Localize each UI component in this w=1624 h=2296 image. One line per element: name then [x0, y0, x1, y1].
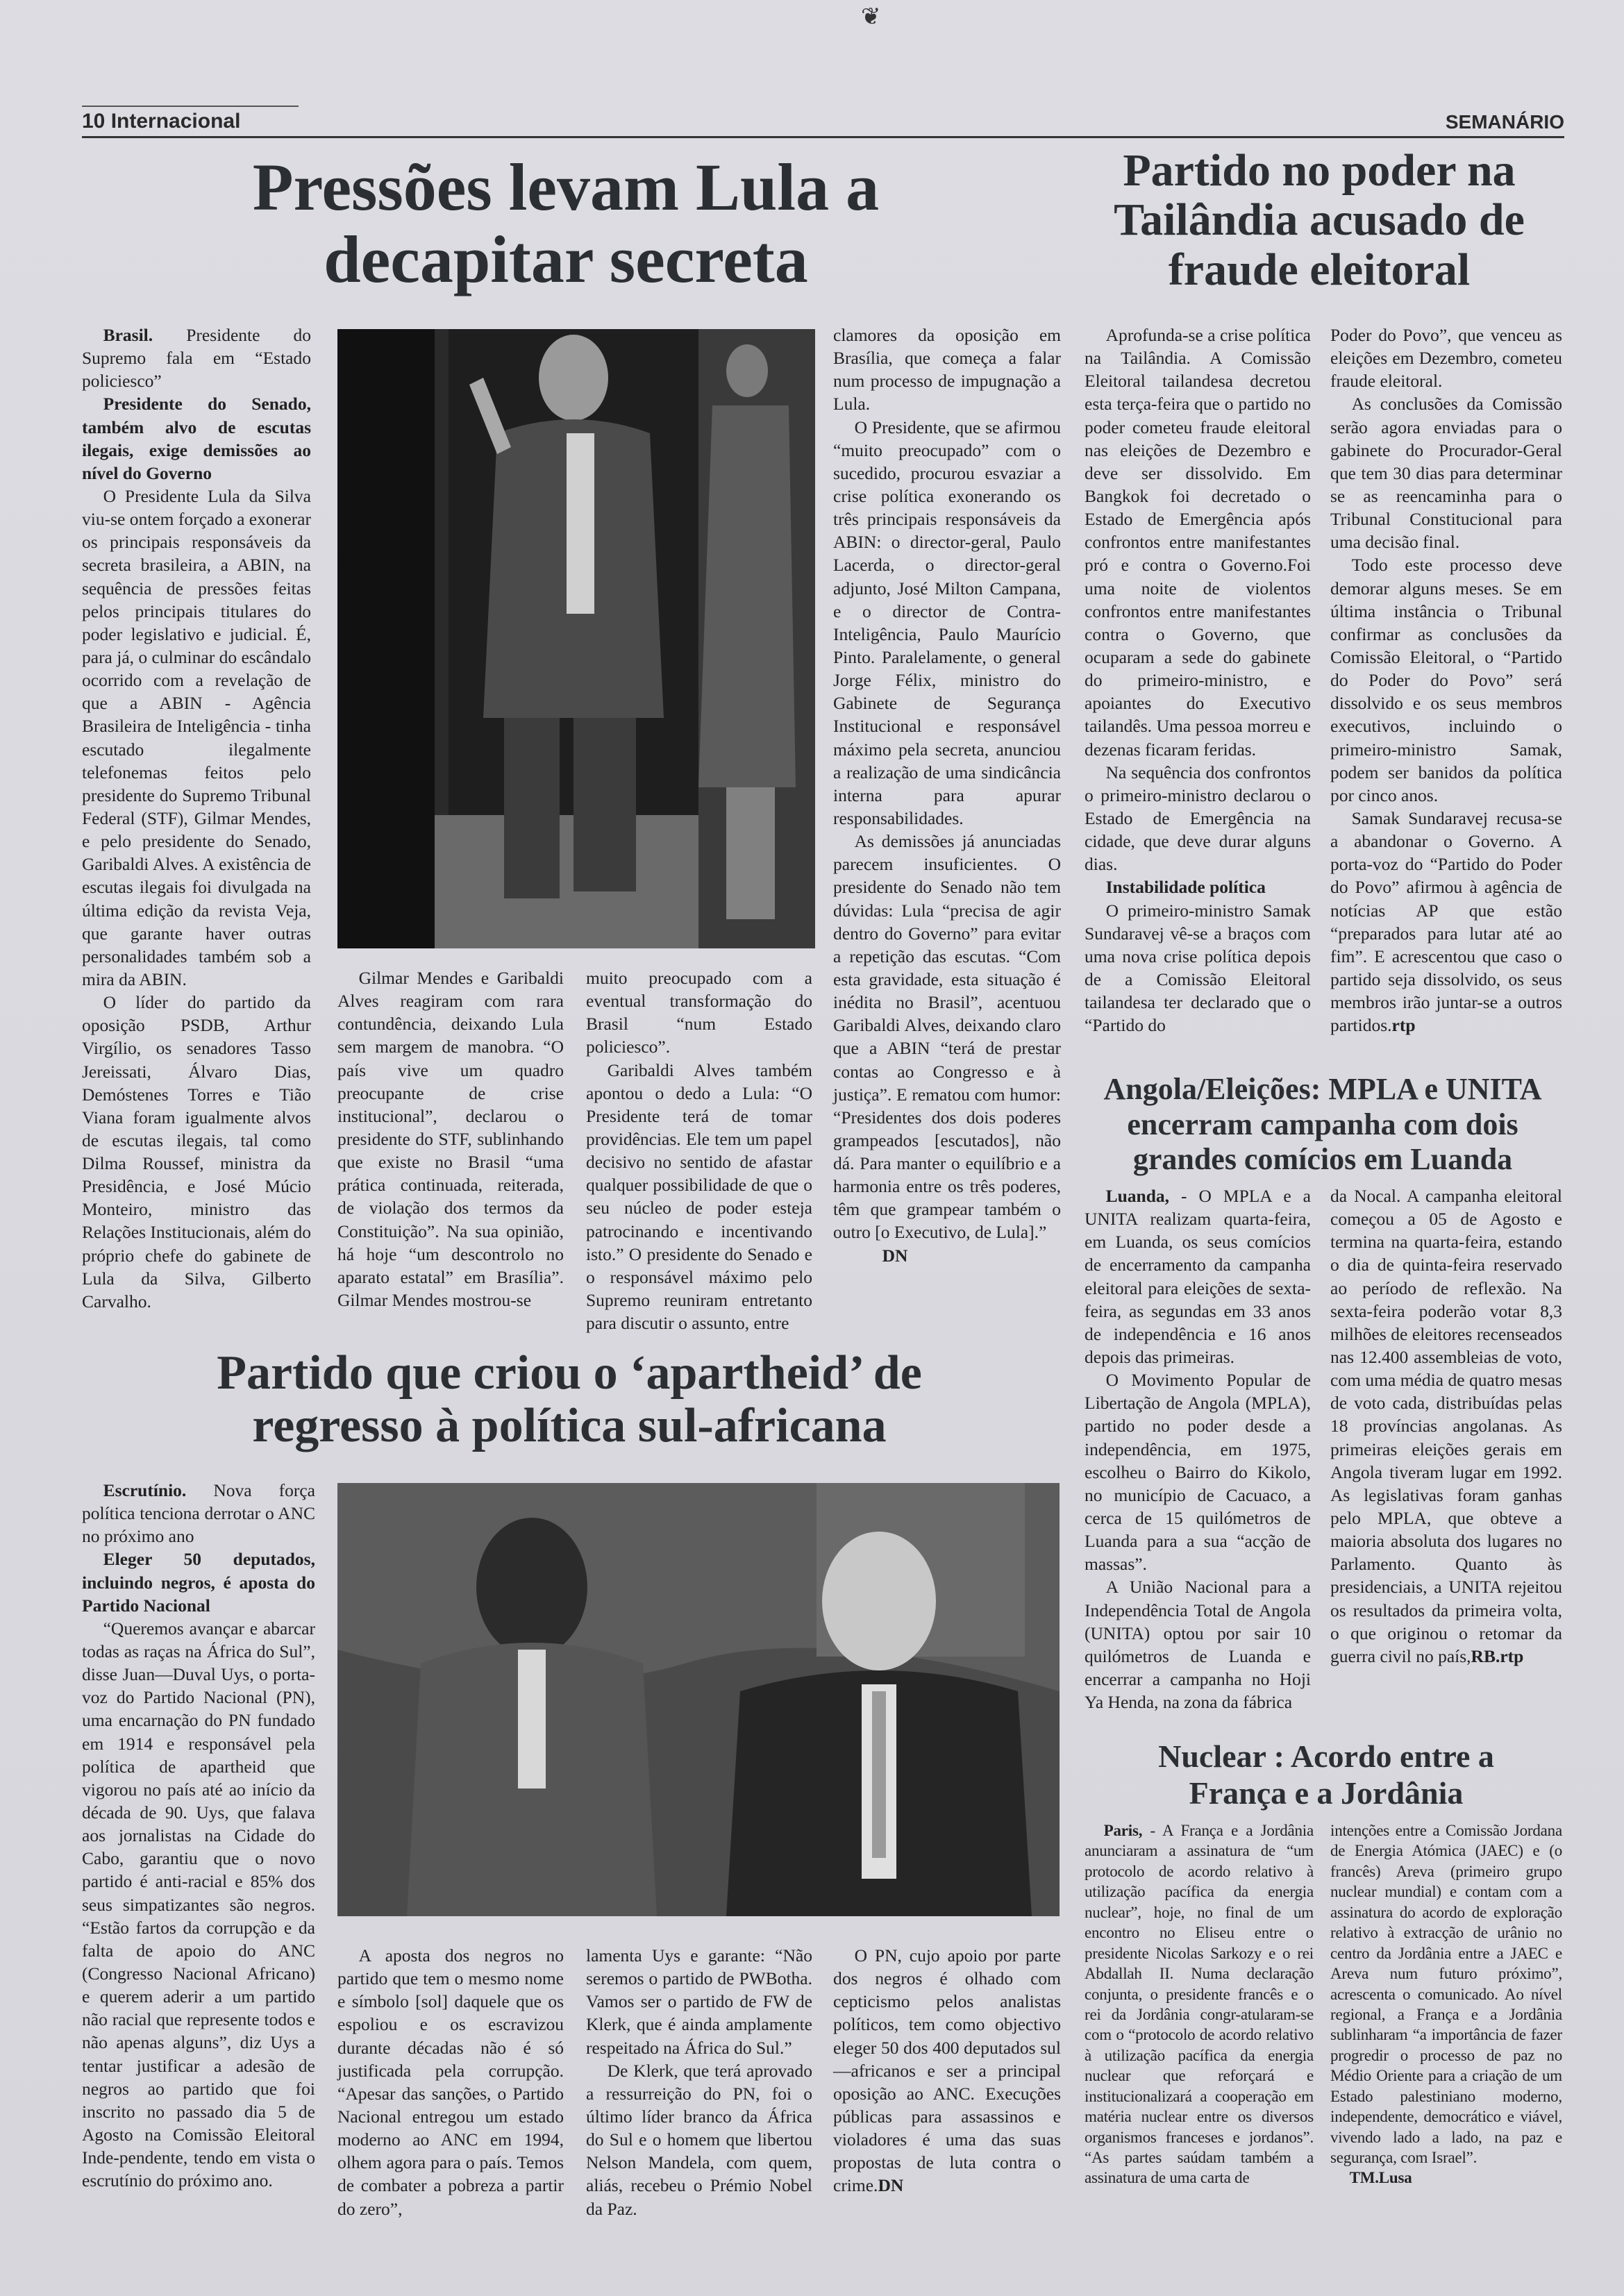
lula-col-2 [337, 966, 564, 1312]
lula-col3-p2: Garibaldi Alves também apontou o dedo a Lula: “O Presidente terá de tomar providências. Ele tem um papel decisivo no sentido de afastar qualquer possibilidade de que o seu núcleo de poder esteja patrocinando e incentivando isto.” O presidente do Senado e o responsável máximo pelo Supremo reuniram entretanto para discutir o assunto, entre [586, 1059, 812, 1334]
tailandia-col-2 [1330, 324, 1562, 1037]
nuclear-col-2 [1330, 1820, 1562, 2188]
lula-col-3 [586, 966, 812, 1334]
section-label: 10 Internacional [82, 110, 241, 133]
apartheid-col3-p1: lamenta Uys e garante: “Não seremos o partido de PWBotha. Vamos ser o partido de FW de Klerk, que é ainda amplamente respeitado na África do Sul.” [586, 1945, 812, 2058]
tailandia-headline: Partido no poder na Tailândia acusado de fraude eleitoral [1114, 145, 1525, 295]
lula-deck: Presidente do Supremo fala em “Estado policiesco” [82, 325, 311, 392]
lula-col-4 [833, 324, 1061, 1267]
nuclear-signature: TM.Lusa [1349, 2169, 1412, 2187]
lula-col3-p1: muito preocupado com a eventual transformação do Brasil “num Estado policiesco”. [586, 968, 812, 1057]
apartheid-col-3 [586, 1944, 812, 2220]
mandela-de-klerk-photo [337, 1483, 1060, 1916]
nuclear-col2-p1: intenções entre a Comissão Jordana de Energia Atómica (JAEC) e (o francês) Areva (primeiro grupo nuclear mundial) e contam com a assinatura do acordo de exploração relativo à extracção de urânio no centro da Jordânia entre a JAEC e Areva num futuro próximo”, acrescenta o comunicado. Ao nível regional, a França e a Jordânia sublinharam “a importância de fazer progredir o processo de paz no Médio Oriente para a criação de um Estado palestiniano moderno, independente, democrático e viável, vivendo lado a lado, na paz e segurança, com Israel”. [1330, 1822, 1562, 2166]
tailandia-col2-p3: Todo este processo deve demorar alguns meses. Se em última instância o Tribunal confirmar as conclusões da Comissão Eleitoral, o “Partido do Poder do Povo” será dissolvido e os seus membros executivos, incluindo o primeiro-ministro Samak, podem ser banidos da política por cinco anos. [1330, 555, 1562, 805]
angola-lead: Luanda, [1105, 1186, 1170, 1206]
lula-subdeck: Presidente do Senado, também alvo de escutas ilegais, exige demissões ao nível do Governo [82, 394, 311, 483]
apartheid-col-1 [82, 1479, 315, 2192]
tailandia-col-1 [1085, 324, 1311, 1037]
lula-col1-p2: O líder do partido da oposição PSDB, Arthur Virgílio, os senadores Tasso Jereissati, Álvaro Dias, Demóstenes Torres e Tião Viana foram igualmente alvos de escutas ilegais, tal como Dilma Roussef, ministra da Presidência, e José Múcio Monteiro, ministro das Relações Institucionais, além do próprio chefe do gabinete de Lula da Silva, Gilberto Carvalho. [82, 992, 311, 1312]
tailandia-col2-p4: Samak Sundaravej recusa-se a abandonar o Governo. A porta-voz do “Partido do Poder do Povo” afirmou à agência de notícias AP que estão “preparados para lutar até ao fim”. E acrescentou que caso o partido seja dissolvido, os seus membros irão juntar-se a outros partidos. [1330, 807, 1562, 1036]
header-top-line [82, 106, 299, 107]
tailandia-col2-p1: Poder do Povo”, que venceu as eleições em Dezembro, cometeu fraude eleitoral. [1330, 325, 1562, 392]
nuclear-lead: Paris, [1103, 1822, 1143, 1839]
lula-col-1 [82, 324, 311, 1313]
tailandia-signature: rtp [1391, 1015, 1416, 1036]
apartheid-col-4 [833, 1944, 1061, 2197]
apartheid-signature: DN [878, 2175, 904, 2196]
apartheid-col2-p1: A aposta dos negros no partido que tem o mesmo nome e símbolo [sol] daquele que os espoliou e os escravizou durante décadas não é só justificada pela corrupção. “Apesar das sanções, o Partido Nacional entregou um estado moderno ao ANC em 1994, olhem agora para o país. Temos de combater a pobreza a partir do zero”, [337, 1945, 564, 2219]
tailandia-col1-p1: Aprofunda-se a crise política na Tailândia. A Comissão Eleitoral tailandesa decretou esta terça-feira que o partido no poder cometeu fraude eleitoral nas eleições de Dezembro e deve ser dissolvido. Em Bangkok foi decretado o Estado de Emergência após confrontos entre manifestantes pró e contra o Governo.Foi uma noite de violentos confrontos entre manifestantes contra o Governo, que ocuparam a sede do gabinete do primeiro-ministro, e apoiantes do Executivo tailandês. Uma pessoa morreu e dezenas ficaram feridas. [1085, 325, 1311, 760]
nuclear-headline: Nuclear : Acordo entre a França e a Jordânia [1158, 1738, 1494, 1811]
angola-signature: RB.rtp [1471, 1645, 1524, 1666]
header-rule [82, 136, 1564, 138]
tailandia-col2-p2: As conclusões da Comissão serão agora enviadas para o gabinete do Procurador-Geral que tem 30 dias para determinar se as reencaminha para o Tribunal Constitucional para uma decisão final. [1330, 394, 1562, 553]
apartheid-col1-p1: “Queremos avançar e abarcar todas as raças na África do Sul”, disse Juan—Duval Uys, o porta-voz do Partido Nacional (PN), uma encarnação do PN fundado em 1914 e responsável pela política de apartheid que vigorou no país até ao início da década de 90. Uys, que falava aos jornalistas na Cidade do Cabo, garantiu que o novo partido é anti-racial e 85% dos seus simpatizantes são negros. “Estão fartos da corrupção e da falta de apoio do ANC (Congresso Nacional Africano) e querem aderir a um partido não racial que represente todos e não apenas alguns”, diz Uys a tentar justificar a adesão de negros ao partido que foi inscrito no passado dia 5 de Agosto na Comissão Eleitoral Inde-pendente, tendo em vista o escrutínio do próximo ano. [82, 1618, 315, 2191]
angola-headline: Angola/Eleições: MPLA e UNITA encerram campanha com dois grandes comícios em Luanda [1103, 1072, 1542, 1177]
lula-signature: DN [882, 1245, 908, 1266]
apartheid-lead: Escrutínio. [103, 1480, 187, 1500]
lula-col4-p3: As demissões já anunciadas parecem insuficientes. O presidente do Senado não tem dúvidas: Lula “precisa de agir dentro do Governo” para evitar a repetição das escutas. “Com esta gravidade, esta situação é inédita no Brasil”, acentuou Garibaldi Alves, deixando claro que a ABIN “terá de prestar contas ao Congresso e à justiça”. E rematou com humor: “Presidentes dos dois poderes grampeados [escutados], não dá. Para manter o equilíbrio e a harmonia entre os três poderes, têm que grampear também o outro [o Executivo, de Lula].” [833, 831, 1061, 1243]
apartheid-headline: Partido que criou o ‘apartheid’ de regresso à política sul-africana [217, 1346, 922, 1452]
nuclear-col-1 [1085, 1820, 1314, 2188]
paper-name: SEMANÁRIO [1445, 111, 1564, 133]
lula-headline: Pressões levam Lula a decapitar secreta [252, 150, 880, 296]
lula-col2-p1: Gilmar Mendes e Garibaldi Alves reagiram com rara contundência, deixando Lula sem margem de manobra. “O país vive um quadro preocupante de crise institucional”, declarou o presidente do STF, sublinhando que existe no Brasil “uma prática continuada, reiterada, de violação dos termos da Constituição”. Na sua opinião, há hoje “um descontrolo no aparato estatal” em Brasília”. Gilmar Mendes mostrou-se [337, 968, 564, 1310]
tailandia-subhead: Instabilidade política [1105, 877, 1266, 898]
tailandia-col1-p3: O primeiro-ministro Samak Sundaravej vê-se a braços com uma nova crise política depois de a Comissão Eleitoral tailandesa ter declarado que o “Partido do [1085, 900, 1311, 1036]
apartheid-deck: Nova força política tenciona derrotar o ANC no próximo ano [82, 1480, 316, 1547]
printer-ornament-icon: ❦ [861, 4, 881, 30]
apartheid-col4-p1: O PN, cujo apoio por parte dos negros é olhado com cepticismo pelos analistas políticos, tem como objectivo eleger 50 dos 400 deputados sul—africanos e ser a principal oposição ao ANC. Execuções públicas para assassinos e violadores é uma das suas propostas de luta contra o crime. [833, 1945, 1061, 2196]
lula-col4-p2: O Presidente, que se afirmou “muito preocupado” com o sucedido, procurou esvaziar a crise política exonerando os três principais responsáveis da ABIN: o director-geral, Paulo Lacerda, o director-geral adjunto, José Milton Campana, e o director de Contra-Inteligência, Paulo Maurício Pinto. Paralelamente, o general Jorge Félix, ministro do Gabinete de Segurança Institucional e responsável máximo pela secreta, anunciou a realização de uma sindicância interna para apurar responsabilidades. [833, 417, 1061, 828]
apartheid-subdeck: Eleger 50 deputados, incluindo negros, é aposta do Partido Nacional [82, 1549, 315, 1616]
lula-lead: Brasil. [103, 325, 153, 345]
angola-col1-p3: A União Nacional para a Independência Total de Angola (UNITA) optou por sair 10 quilómetros de Luanda e encerrar a campanha no Hoji Ya Henda, na zona da fábrica [1085, 1577, 1311, 1713]
lula-col4-p1: clamores da oposição em Brasília, que começa a falar num processo de impugnação a Lula. [833, 325, 1061, 414]
lula-photo [337, 329, 815, 948]
angola-col1-p2: O Movimento Popular de Libertação de Angola (MPLA), partido no poder desde a independência, em 1975, escolheu o Bairro do Kikolo, no município de Cacuaco, a cerca de 15 quilómetros de Luanda para a sua “acção de massas”. [1085, 1370, 1311, 1575]
angola-col-2 [1330, 1184, 1562, 1668]
angola-col-1 [1085, 1184, 1311, 1713]
apartheid-col-2 [337, 1944, 564, 2220]
nuclear-col1-p1: - A França e a Jordânia anunciaram a assinatura de “um protocolo de acordo relativo à utilização pacífica da energia nuclear”, hoje, no final de um encontro no Eliseu entre o presidente Nicolas Sarkozy e o rei Abdallah II. Numa declaração conjunta, o presidente francês e o rei da Jordânia congr-atularam-se com o “protocolo de acordo relativo à utilização pacífica da energia nuclear que reforçará e institucionalizará a cooperação em matéria nuclear entre os diversos organismos franceses e jordanos”. “As partes saúdam também a assinatura de uma carta de [1085, 1822, 1314, 2187]
lula-col1-p1: O Presidente Lula da Silva viu-se ontem forçado a exonerar os principais responsáveis da secreta brasileira, a ABIN, na sequência de pressões feitas pelos principais titulares do poder legislativo e judicial. É, para já, o culminar do escândalo ocorrido com a revelação de que a ABIN - Agência Brasileira de Inteligência - tinha escutado ilegalmente telefonemas feitos pelo presidente do Supremo Tribunal Federal (STF), Gilmar Mendes, e pelo presidente do Senado, Garibaldi Alves. A existência de escutas ilegais foi divulgada na última edição da revista Veja, que garante haver outras personalidades também sob a mira da ABIN. [82, 485, 311, 989]
tailandia-col1-p2: Na sequência dos confrontos o primeiro-ministro declarou o Estado de Emergência na cidade, que deve durar alguns dias. [1085, 762, 1311, 875]
apartheid-col3-p2: De Klerk, que terá aprovado a ressurreição do PN, foi o último líder branco da África do Sul e o homem que libertou Nelson Mandela, com quem, aliás, recebeu o Prémio Nobel da Paz. [586, 2060, 812, 2219]
angola-col1-p1: - O MPLA e a UNITA realizam quarta-feira, em Luanda, os seus comícios de encerramento da campanha eleitoral para eleições de sexta-feira, as segundas em 33 anos de independência e 16 anos depois das primeiras. [1085, 1186, 1312, 1367]
angola-col2-p1: da Nocal. A campanha eleitoral começou a 05 de Agosto e termina na quarta-feira, estando o dia de quinta-feira reservado ao período de reflexão. Na sexta-feira poderão votar 8,3 milhões de eleitores recenseados nas 12.400 assembleias de voto, com uma média de quatro mesas de voto cada, distribuídas pelas 18 províncias angolanas. As primeiras eleições gerais em Angola tiveram lugar em 1992. As legislativas foram ganhas pelo MPLA, que obteve a maioria absoluta dos lugares no Parlamento. Quanto às presidenciais, a UNITA rejeitou os resultados da primeira volta, o que originou o retomar da guerra civil no país, [1330, 1186, 1562, 1666]
